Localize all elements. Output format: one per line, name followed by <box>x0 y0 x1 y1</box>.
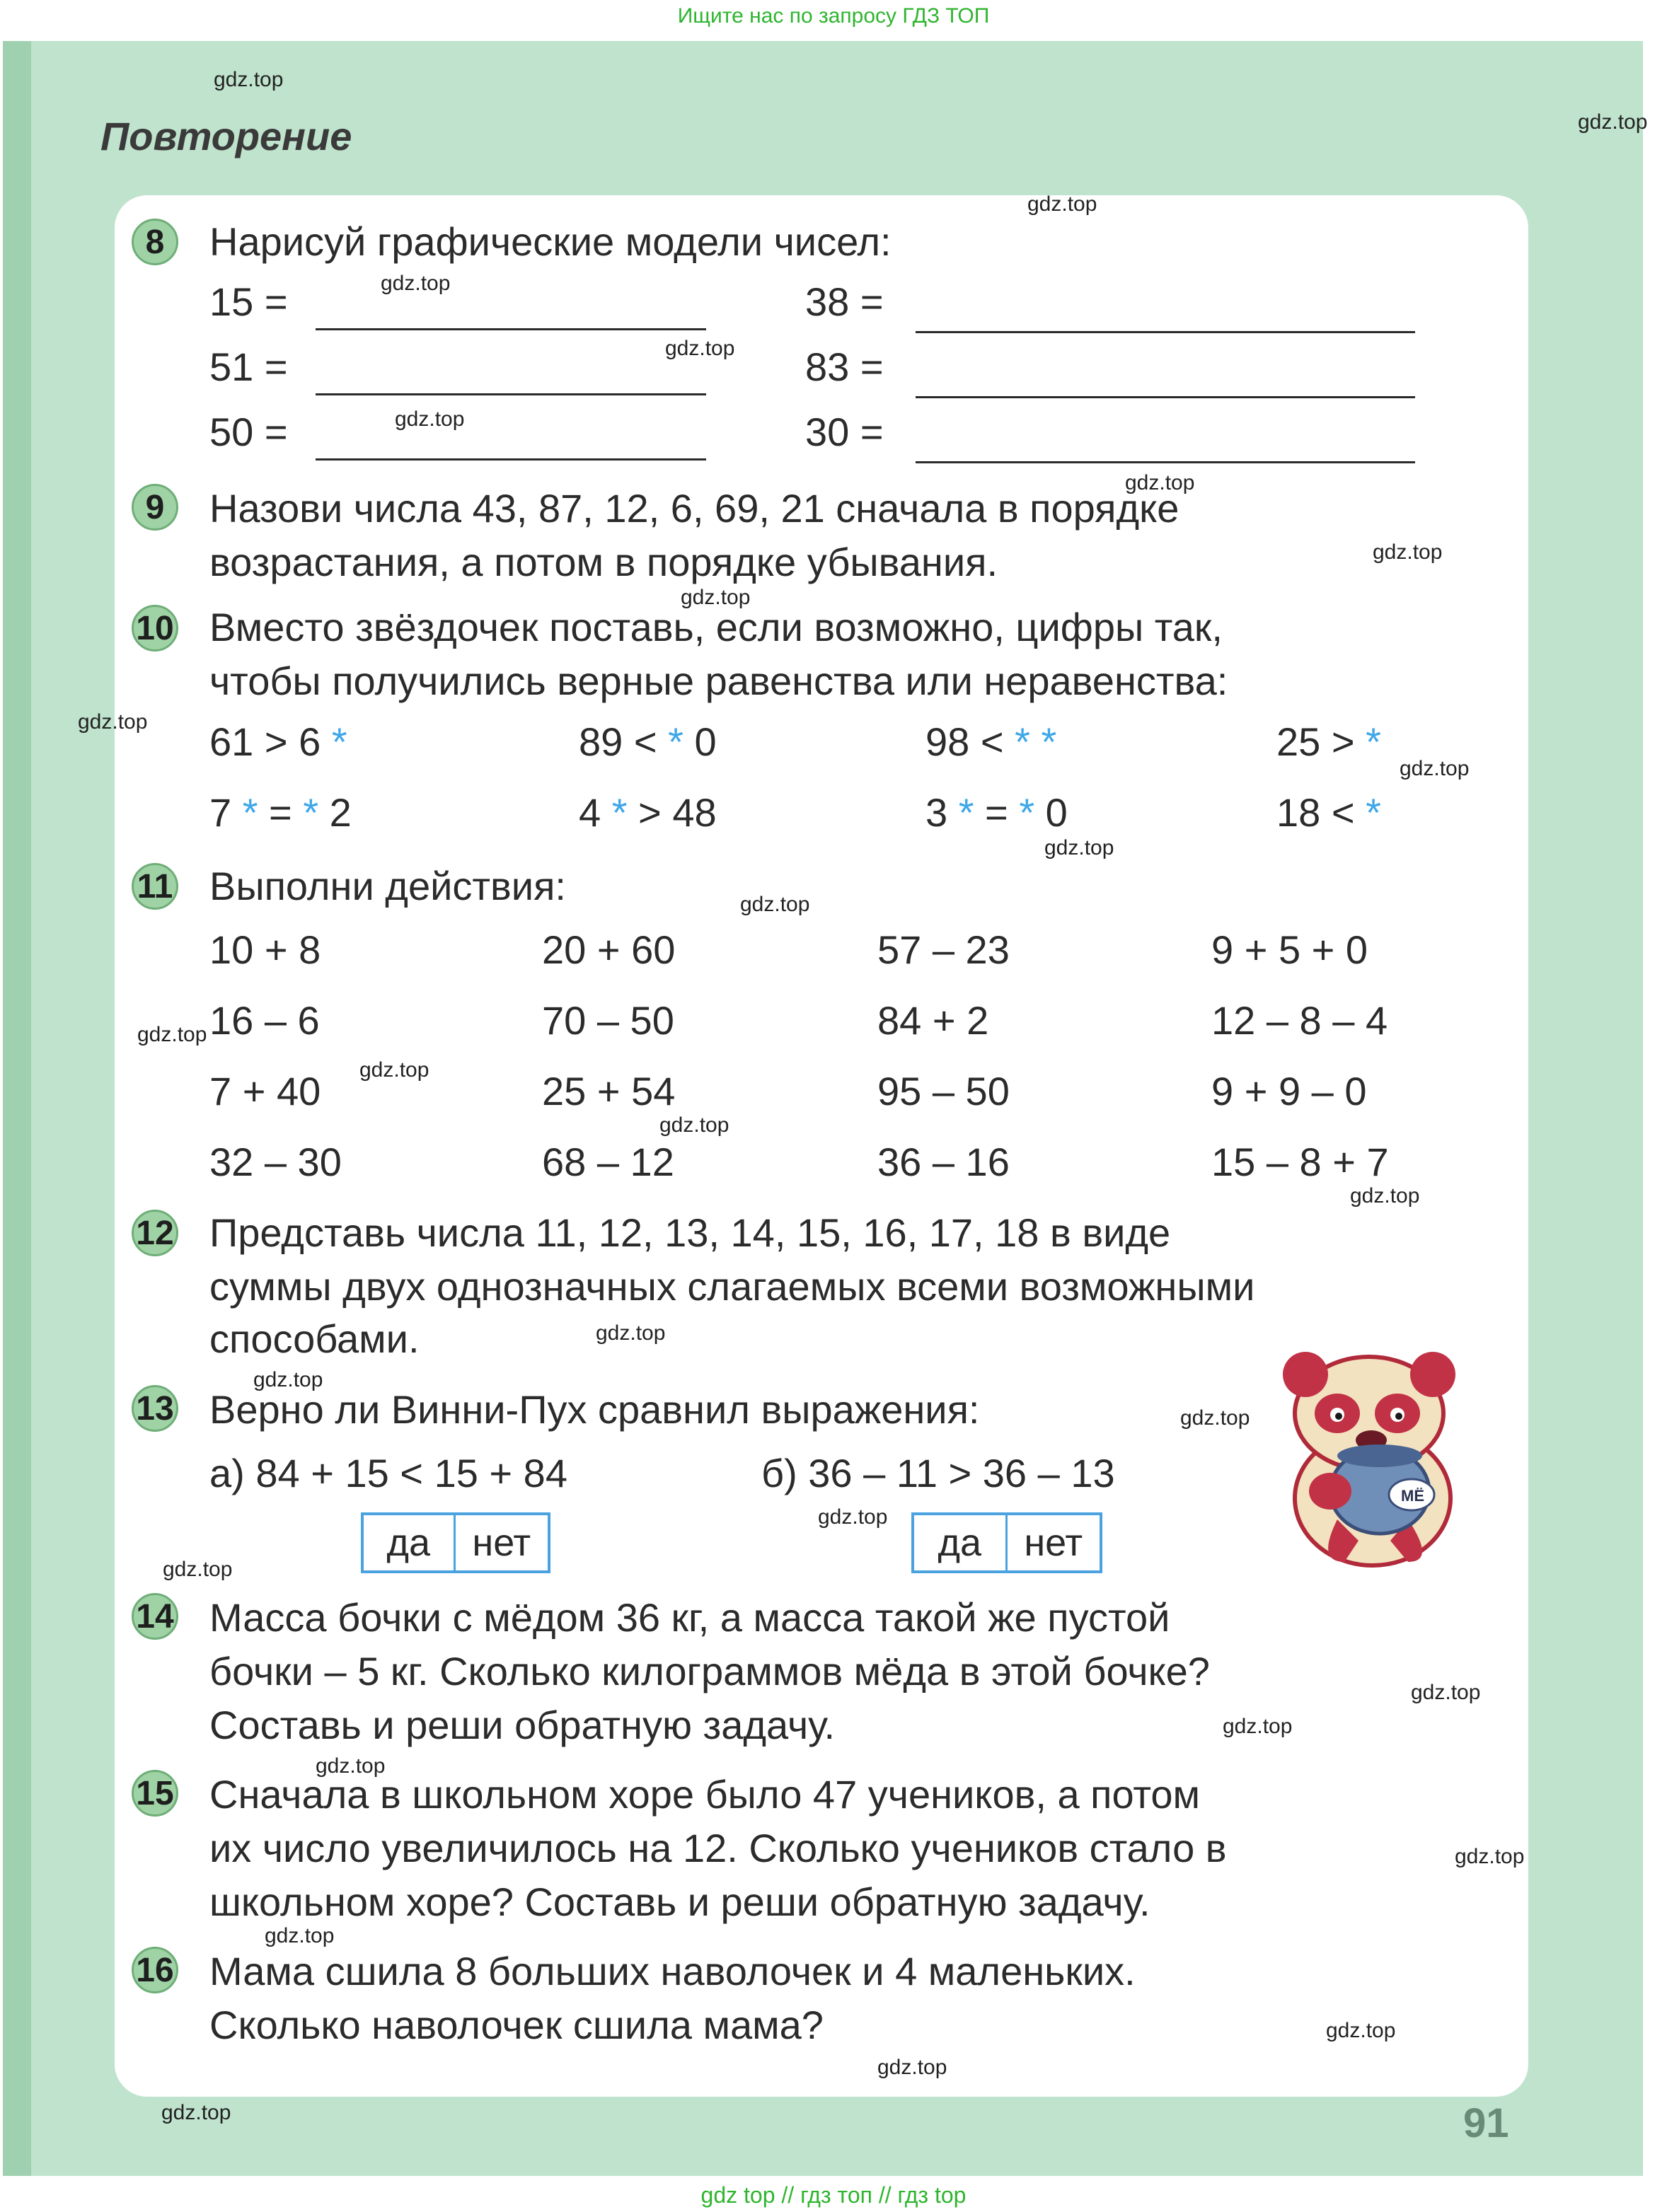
exercise-12-badge: 12 <box>132 1210 178 1256</box>
exercise-14-badge: 14 <box>132 1593 178 1640</box>
exercise-9-line-2: возрастания, а потом в порядке убывания. <box>209 540 998 584</box>
watermark: gdz.top <box>265 1924 335 1947</box>
exercise-8-text: Нарисуй графические модели чисел: <box>209 219 892 264</box>
expr-cell: 84 + 2 <box>877 998 989 1043</box>
exercise-13-badge: 13 <box>132 1385 178 1432</box>
watermark: gdz.top <box>214 68 284 91</box>
watermark: gdz.top <box>1400 757 1470 780</box>
exercise-14-line-3: Составь и реши обратную задачу. <box>209 1703 836 1747</box>
expr-cell: 25 + 54 <box>542 1069 676 1113</box>
exercise-16-badge: 16 <box>132 1947 178 1993</box>
exercise-15-line-1: Сначала в школьном хоре было 47 учеников, а потом <box>209 1772 1201 1817</box>
watermark: gdz.top <box>659 1113 729 1137</box>
star-placeholder[interactable]: * <box>331 719 347 764</box>
watermark: gdz.top <box>1027 192 1097 216</box>
exercise-13-text: Верно ли Винни-Пух сравнил выражения: <box>209 1387 980 1432</box>
comparison-a: а) 84 + 15 < 15 + 84 <box>209 1451 567 1495</box>
exercise-10-line-2: чтобы получились верные равенства или неравенства: <box>209 659 1228 703</box>
watermark: gdz.top <box>381 272 451 295</box>
exercise-9-badge: 9 <box>132 484 178 531</box>
exercise-11-text: Выполни действия: <box>209 864 566 908</box>
ex8-row-1-left: 15 = <box>209 279 288 324</box>
exercise-16-line-1: Мама сшила 8 больших наволочек и 4 маленьких. <box>209 1949 1136 1993</box>
watermark: gdz.top <box>1350 1184 1420 1208</box>
watermark: gdz.top <box>78 710 148 734</box>
star-placeholder[interactable]: * <box>1019 790 1035 835</box>
expr-cell: 68 – 12 <box>542 1140 674 1184</box>
answer-line[interactable] <box>316 328 706 330</box>
honey-jar-label: МЁ <box>1401 1487 1425 1505</box>
expr-cell: 20 + 60 <box>542 927 676 972</box>
exercise-10-badge: 10 <box>132 605 178 652</box>
watermark: gdz.top <box>665 337 735 360</box>
expr-cell: 70 – 50 <box>542 998 674 1043</box>
watermark: gdz.top <box>395 407 465 431</box>
watermark: gdz.top <box>1125 471 1195 494</box>
watermark: gdz.top <box>1180 1406 1250 1430</box>
expr-cell: 12 – 8 – 4 <box>1211 998 1388 1043</box>
exercise-15-line-2: их число увеличилось на 12. Сколько учеников стало в <box>209 1826 1227 1870</box>
equation-2[interactable]: 3 * = * 0 <box>925 790 1068 835</box>
exercise-15-line-3: школьном хоре? Составь и реши обратную задачу. <box>209 1880 1150 1924</box>
footer-separator: // <box>878 2182 892 2208</box>
watermark: gdz.top <box>137 1023 207 1046</box>
no-option-a[interactable]: нет <box>454 1515 548 1570</box>
ex8-row-3-right: 30 = <box>805 410 884 454</box>
expr-cell: 32 – 30 <box>209 1140 342 1184</box>
page-number: 91 <box>1463 2100 1509 2146</box>
expr-cell: 9 + 5 + 0 <box>1211 927 1368 972</box>
footer-link[interactable]: gdz top <box>700 2182 775 2208</box>
watermark: gdz.top <box>681 586 751 609</box>
answer-line[interactable] <box>916 461 1415 463</box>
star-placeholder[interactable]: * <box>668 719 683 764</box>
expr-cell: 15 – 8 + 7 <box>1211 1140 1389 1184</box>
expr-cell: 57 – 23 <box>877 927 1010 972</box>
expr-cell: 10 + 8 <box>209 927 321 972</box>
watermark: gdz.top <box>1411 1681 1481 1704</box>
exercise-9-line-1: Назови числа 43, 87, 12, 6, 69, 21 сначала в порядке <box>209 486 1179 531</box>
star-placeholder[interactable]: * <box>1366 719 1381 764</box>
answer-box-a <box>361 1512 550 1573</box>
watermark: gdz.top <box>818 1505 888 1529</box>
star-placeholder[interactable]: * <box>1015 719 1030 764</box>
star-placeholder[interactable]: * <box>242 790 258 835</box>
expr-cell: 36 – 16 <box>877 1140 1010 1184</box>
expr-cell: 16 – 6 <box>209 998 320 1043</box>
exercise-8-badge: 8 <box>132 219 178 265</box>
answer-line[interactable] <box>316 458 706 461</box>
exercise-11-badge: 11 <box>132 863 178 910</box>
expr-cell: 95 – 50 <box>877 1069 1010 1113</box>
equation-1[interactable]: 7 * = * 2 <box>209 790 352 835</box>
footer-link[interactable]: гдз top <box>897 2182 967 2208</box>
ex8-row-3-left: 50 = <box>209 410 288 454</box>
footer-links <box>0 2179 1667 2212</box>
watermark: gdz.top <box>161 2101 231 2124</box>
answer-line[interactable] <box>916 331 1415 333</box>
watermark: gdz.top <box>1223 1715 1293 1738</box>
watermark: gdz.top <box>877 2056 947 2079</box>
exercise-12-line-2: суммы двух однозначных слагаемых всеми возможными <box>209 1264 1255 1309</box>
watermark: gdz.top <box>163 1558 233 1581</box>
page-edge-strip <box>3 41 31 2176</box>
watermark: gdz.top <box>1044 836 1114 859</box>
watermark: gdz.top <box>1455 1845 1525 1868</box>
star-placeholder[interactable]: * <box>303 790 319 835</box>
watermark: gdz.top <box>253 1368 323 1391</box>
exercise-12-line-3: способами. <box>209 1316 420 1361</box>
winnie-the-pooh-illustration <box>1267 1350 1472 1569</box>
exercise-12-line-1: Представь числа 11, 12, 13, 14, 15, 16, 17, 18 в виде <box>209 1210 1171 1255</box>
expr-cell: 7 + 40 <box>209 1069 321 1113</box>
inequality-4[interactable]: 25 > * <box>1276 719 1381 764</box>
watermark: gdz.top <box>316 1754 386 1778</box>
comparison-b: б) 36 – 11 > 36 – 13 <box>761 1451 1115 1495</box>
inequality-1[interactable]: 61 > 6 * <box>209 719 347 764</box>
star-placeholder[interactable]: * <box>1041 719 1057 764</box>
yes-option-b[interactable]: да <box>938 1522 982 1564</box>
watermark: gdz.top <box>359 1058 429 1082</box>
ex8-row-1-right: 38 = <box>805 279 884 324</box>
watermark: gdz.top <box>740 893 810 916</box>
answer-box-b <box>911 1512 1102 1573</box>
inequality-6[interactable]: 18 < * <box>1276 790 1381 835</box>
star-placeholder[interactable]: * <box>611 790 628 835</box>
no-option-b[interactable]: нет <box>1005 1515 1100 1570</box>
footer-separator: // <box>781 2182 795 2208</box>
star-placeholder[interactable]: * <box>958 790 974 835</box>
footer-link[interactable]: гдз топ <box>800 2182 872 2208</box>
exercise-10-line-1: Вместо звёздочек поставь, если возможно, цифры так, <box>209 605 1223 649</box>
exercise-14-line-2: бочки – 5 кг. Сколько килограммов мёда в этой бочке? <box>209 1649 1210 1693</box>
inequality-5[interactable]: 4 * > 48 <box>579 790 717 835</box>
answer-line[interactable] <box>316 393 706 395</box>
inequality-3[interactable]: 98 < * * <box>925 719 1057 764</box>
watermark: gdz.top <box>596 1321 666 1345</box>
watermark: gdz.top <box>1578 110 1648 134</box>
exercise-14-line-1: Масса бочки с мёдом 36 кг, а масса такой же пустой <box>209 1595 1170 1640</box>
ex8-row-2-left: 51 = <box>209 344 288 389</box>
yes-option-a[interactable]: да <box>386 1522 431 1564</box>
star-placeholder[interactable]: * <box>1366 790 1381 835</box>
exercise-15-badge: 15 <box>132 1770 178 1817</box>
watermark: gdz.top <box>1326 2019 1396 2042</box>
top-banner[interactable]: Ищите нас по запросу ГДЗ ТОП <box>677 4 990 28</box>
expr-cell: 9 + 9 – 0 <box>1211 1069 1367 1113</box>
answer-line[interactable] <box>916 396 1415 398</box>
exercise-16-line-2: Сколько наволочек сшила мама? <box>209 2003 824 2047</box>
section-title: Повторение <box>100 114 352 158</box>
ex8-row-2-right: 83 = <box>805 344 884 389</box>
inequality-2[interactable]: 89 < * 0 <box>579 719 717 764</box>
watermark: gdz.top <box>1373 540 1443 564</box>
